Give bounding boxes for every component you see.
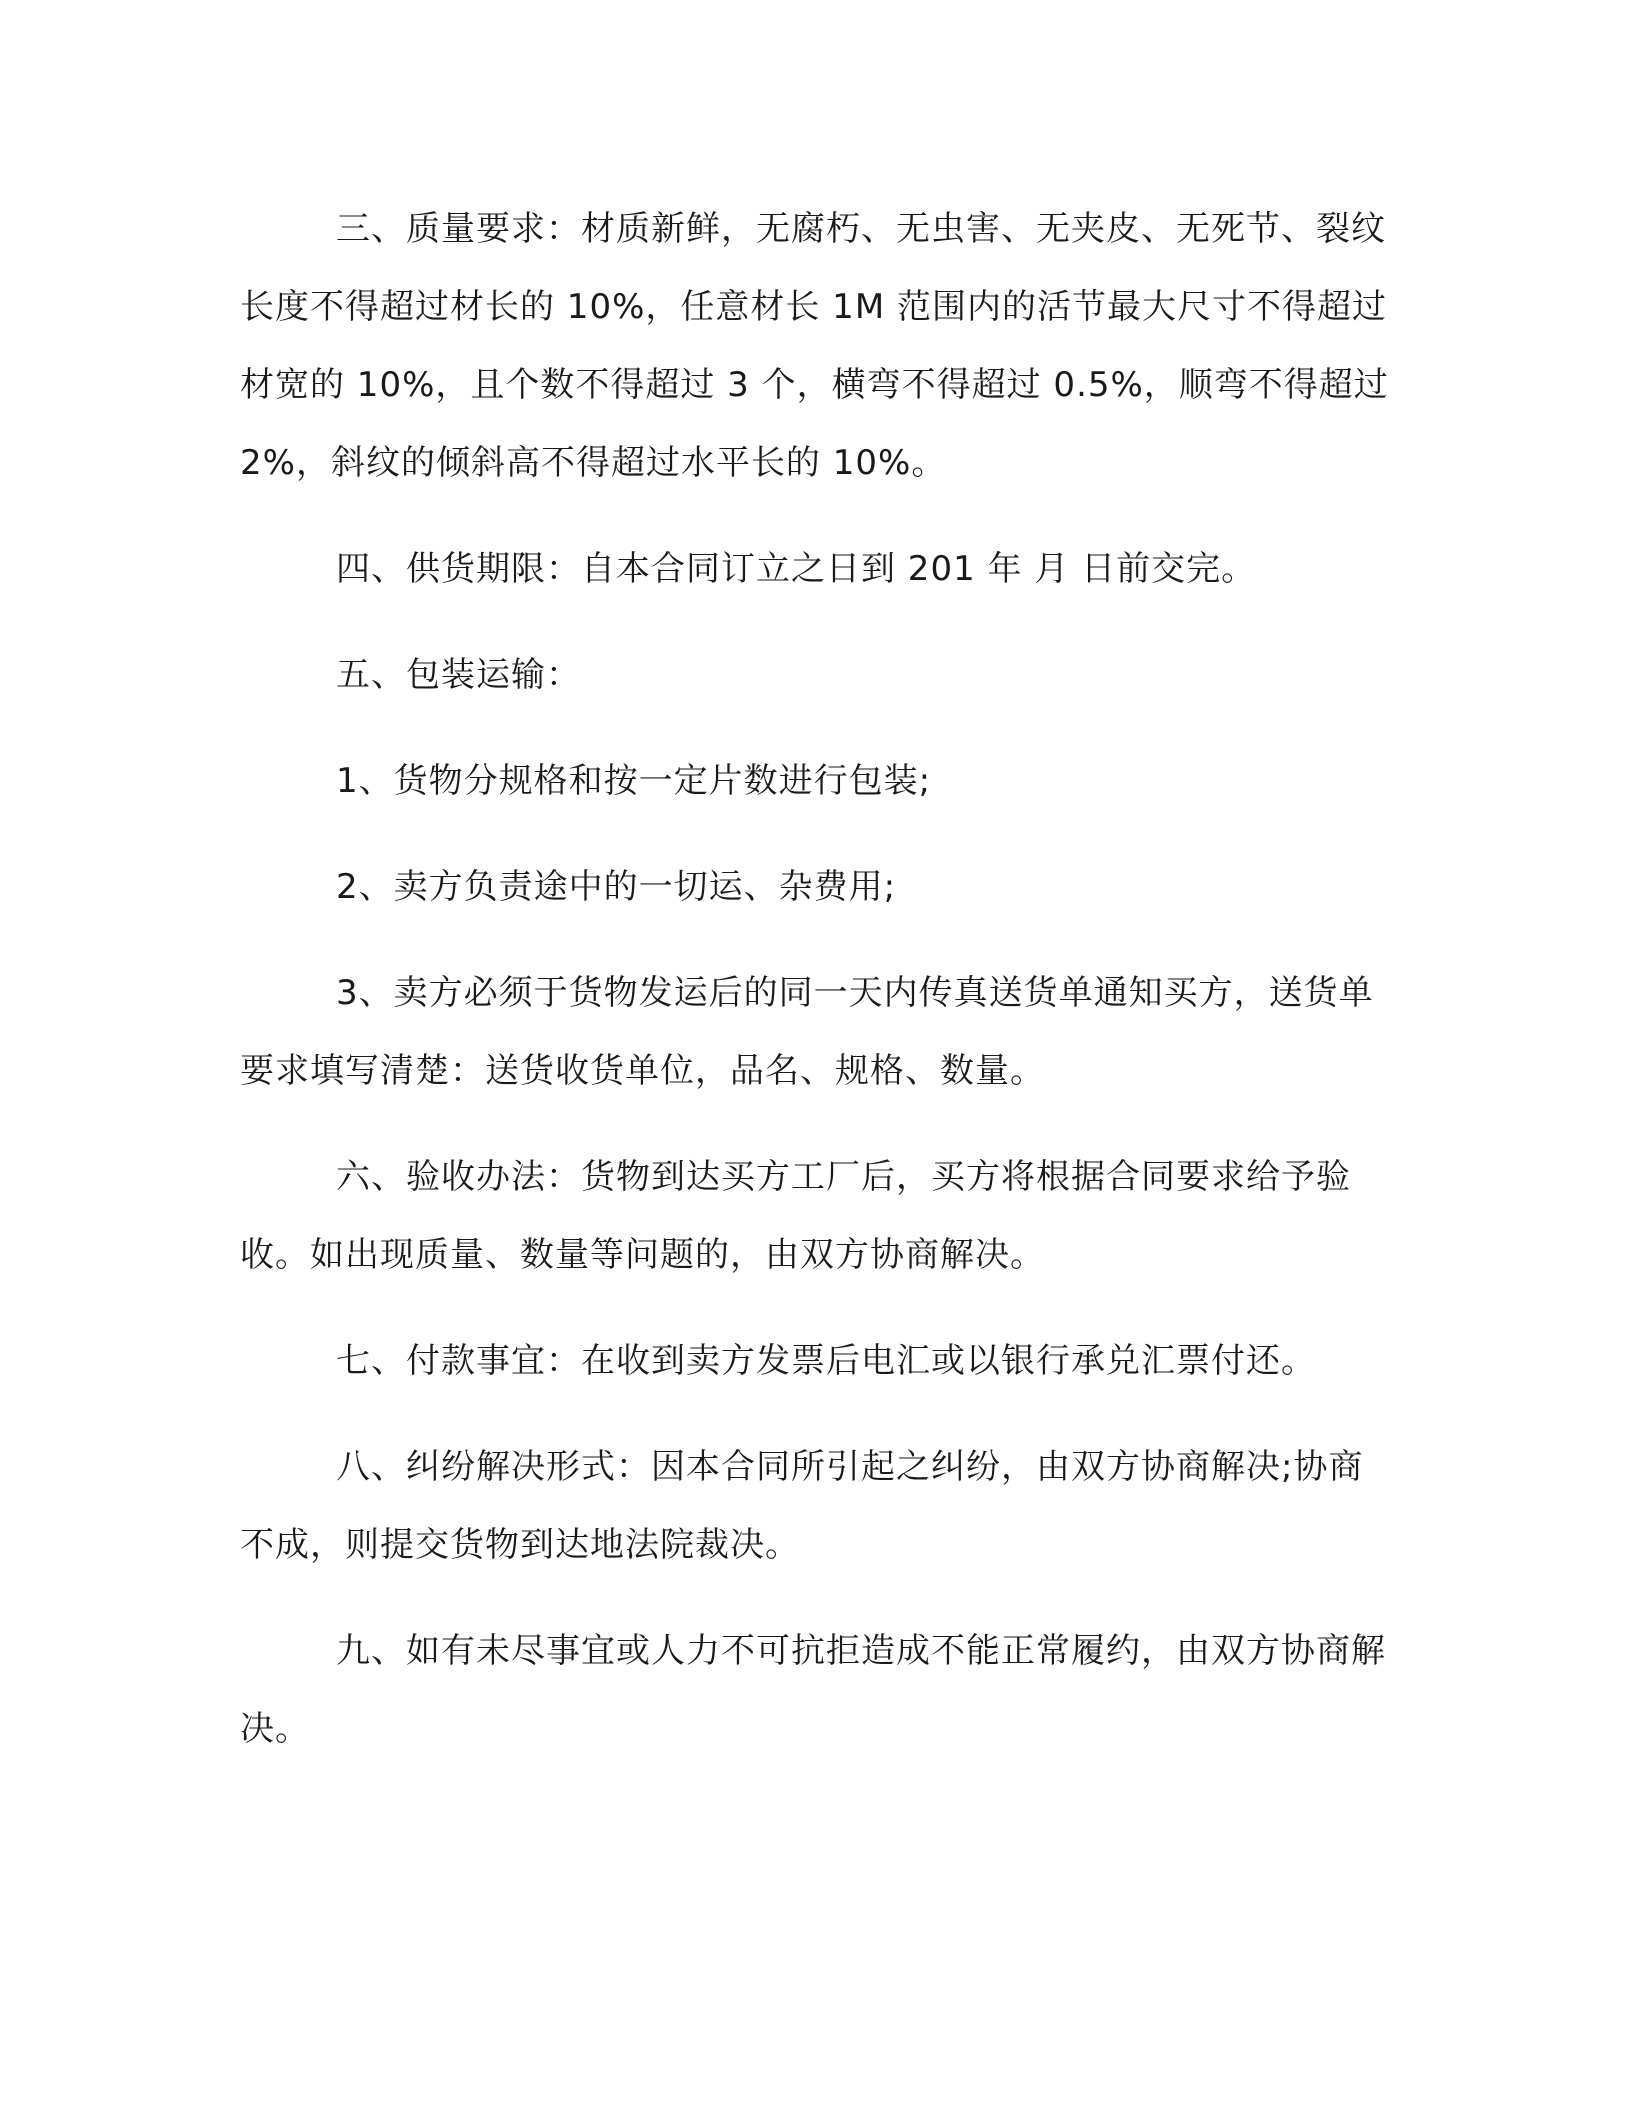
clause-quality-requirements: 三、质量要求：材质新鲜，无腐朽、无虫害、无夹皮、无死节、裂纹长度不得超过材长的 10%，任意材长 1M 范围内的活节最大尺寸不得超过材宽的 10%，且个数不得超过 3 个，横弯不得超过 0.5%，顺弯不得超过 2%，斜纹的倾斜高不得超过水平长的 10%。 [240,209,1389,483]
clause-packaging-item-2: 2、卖方负责途中的一切运、杂费用; [336,867,897,907]
clause-packaging-item-1: 1、货物分规格和按一定片数进行包装; [336,761,932,801]
clause-delivery-period: 四、供货期限：自本合同订立之日到 201 年 月 日前交完。 [336,549,1257,589]
clause-acceptance-method: 六、验收办法：货物到达买方工厂后，买方将根据合同要求给予验收。如出现质量、数量等问题的，由双方协商解决。 [240,1157,1351,1275]
clause-packaging-transport-heading: 五、包装运输： [336,655,581,695]
clause-unresolved-matters: 九、如有未尽事宜或人力不可抗拒造成不能正常履约，由双方协商解决。 [240,1631,1386,1749]
clause-payment-terms: 七、付款事宜：在收到卖方发票后电汇或以银行承兑汇票付还。 [336,1341,1316,1381]
document-body [240,190,1390,1796]
clause-dispute-resolution: 八、纠纷解决形式：因本合同所引起之纠纷，由双方协商解决;协商不成，则提交货物到达地法院裁决。 [240,1447,1364,1565]
clause-packaging-item-3: 3、卖方必须于货物发运后的同一天内传真送货单通知买方，送货单要求填写清楚：送货收货单位，品名、规格、数量。 [240,973,1374,1091]
